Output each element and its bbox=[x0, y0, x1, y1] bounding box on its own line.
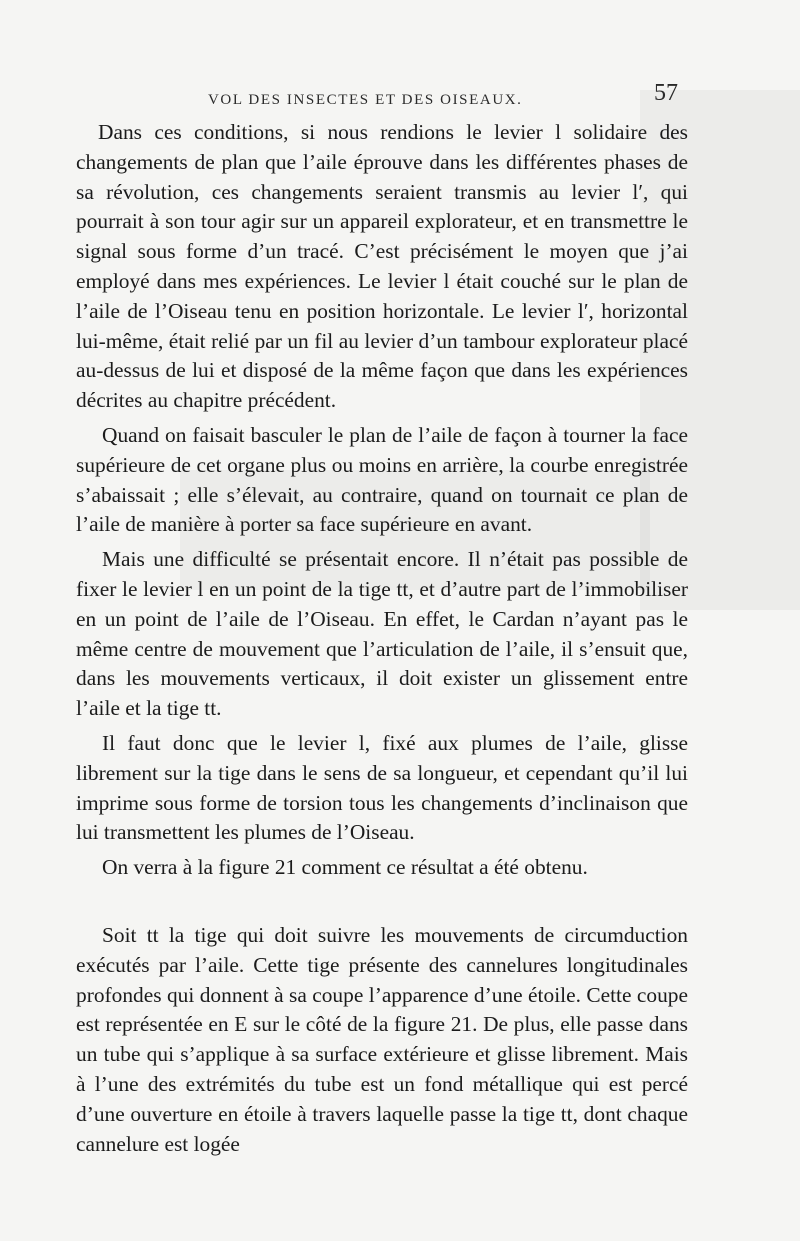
paragraph: Mais une difficulté se présentait encore. Il n’était pas possible de fixer le levier l en un point de la tige tt, et d’autre part de l’immobiliser en un point de l’aile de l’Oiseau. En effet, le Cardan n’ayant pas le même centre de mouvement que l’articulation de l’aile, il s’ensuit que, dans les mouvements verticaux, il doit exister un glissement entre l’aile et la tige tt. bbox=[76, 547, 688, 721]
paragraph: Quand on faisait basculer le plan de l’aile de façon à tourner la face supérieure de cet organe plus ou moins en arrière, la courbe enregistrée s’abaissait ; elle s’élevait, au contraire, quand on tournait ce plan de l’aile de manière à porter sa face supérieure en avant. bbox=[76, 422, 688, 537]
running-header bbox=[0, 80, 800, 116]
page-number: 57 bbox=[654, 80, 678, 106]
paragraph: Dans ces conditions, si nous rendions le levier l solidaire des changements de plan que l’aile éprouve dans les différentes phases de sa révolution, ces changements seraient transmis au levier l′, qui pourrait à son tour agir sur un appareil explorateur, et en transmettre le signal sous forme d’un tracé. C’est précisément le moyen que j’ai employé dans mes expériences. Le levier l était couché sur le plan de l’aile de l’Oiseau tenu en position horizontale. Le levier l′, horizontal lui-même, était relié par un fil au levier d’un tambour explorateur placé au-dessus de lui et disposé de la même façon que dans les expériences décrites au chapitre précédent. bbox=[76, 120, 688, 413]
paragraph: Il faut donc que le levier l, fixé aux plumes de l’aile, glisse librement sur la tige dans le sens de sa longueur, et cependant qu’il lui imprime sous forme de torsion tous les changements d’inclinaison que lui transmettent les plumes de l’Oiseau. bbox=[76, 730, 688, 845]
running-title: VOL DES INSECTES ET DES OISEAUX. bbox=[208, 92, 523, 108]
body-text bbox=[76, 118, 688, 1159]
paragraph: Soit tt la tige qui doit suivre les mouvements de circumduction exécutés par l’aile. Cette tige présente des cannelures longitudinales profondes qui donnent à sa coupe l’apparence d’une étoile. Cette coupe est représentée en E sur le côté de la figure 21. De plus, elle passe dans un tube qui s’applique à sa surface extérieure et glisse librement. Mais à l’une des extrémités du tube est un fond métallique qui est percé d’une ouverture en étoile à travers laquelle passe la tige tt, dont chaque cannelure est logée bbox=[76, 922, 688, 1156]
paragraph: On verra à la figure 21 comment ce résultat a été obtenu. bbox=[102, 855, 588, 880]
